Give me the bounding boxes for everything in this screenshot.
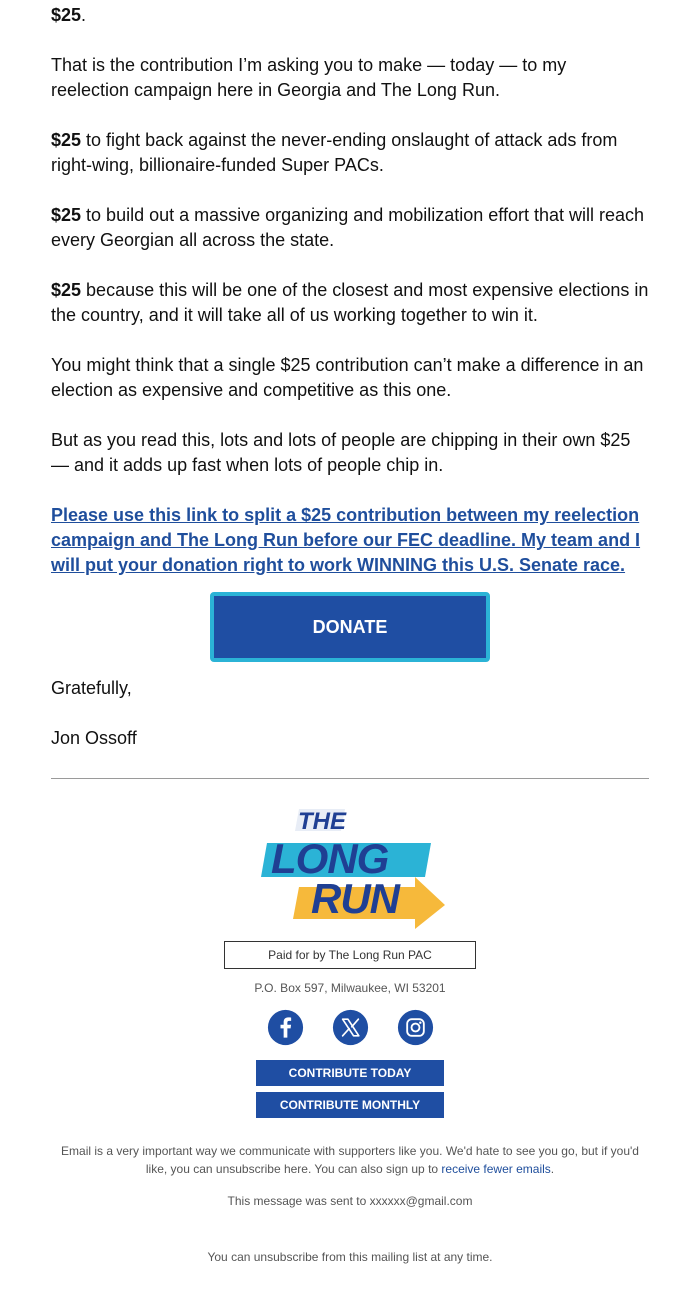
facebook-icon[interactable] <box>267 1009 304 1046</box>
the-long-run-logo <box>255 807 445 931</box>
paragraph-3 <box>51 203 649 253</box>
contribute-today-button[interactable]: CONTRIBUTE TODAY <box>256 1060 444 1086</box>
email-body <box>51 0 649 1264</box>
logo-long: LONG <box>271 835 389 882</box>
divider <box>51 778 649 779</box>
sent-to-line: This message was sent to xxxxxx@gmail.com <box>227 1194 473 1208</box>
unsubscribe-note-text: Email is a very important way we communicate with supporters like you. We'd hate to see you go, but if you'd like, you can unsubscribe here. You can also sign up to <box>61 1144 639 1176</box>
paragraph-3-text: to build out a massive organizing and mobilization effort that will reach every Georgian all across the state. <box>51 205 645 250</box>
intro-amount-bold: $25 <box>51 5 82 25</box>
logo-run: RUN <box>311 875 399 922</box>
intro-amount <box>51 3 649 28</box>
intro-period: . <box>81 5 87 25</box>
paragraph-2 <box>51 128 649 178</box>
paragraph-6: But as you read this, lots and lots of people are chipping in their own $25 — and it adds up fast when lots of people chip in. <box>51 430 631 475</box>
signature: Jon Ossoff <box>51 728 137 748</box>
paid-for-box: Paid for by The Long Run PAC <box>224 941 476 969</box>
contribution-link[interactable]: Please use this link to split a $25 contribution between my reelection campaign and The Long Run before our FEC deadline. My team and I will put your donation right to work WINNING this U.S. Senate race. <box>51 505 641 575</box>
paragraph-3-amount: $25 <box>51 205 82 225</box>
instagram-icon[interactable] <box>397 1009 434 1046</box>
footer <box>51 807 649 1264</box>
x-icon[interactable] <box>332 1009 369 1046</box>
unsubscribe-line: You can unsubscribe from this mailing list at any time. <box>207 1250 493 1264</box>
paragraph-5: You might think that a single $25 contribution can’t make a difference in an election as expensive and competitive as this one. <box>51 355 644 400</box>
unsubscribe-note-end: . <box>550 1162 555 1176</box>
unsubscribe-note <box>51 1142 649 1178</box>
receive-fewer-emails-link[interactable]: receive fewer emails <box>441 1162 551 1176</box>
paragraph-2-text: to fight back against the never-ending onslaught of attack ads from right-wing, billionaire-funded Super PACs. <box>51 130 618 175</box>
paragraph-4-amount: $25 <box>51 280 82 300</box>
paragraph-1: That is the contribution I’m asking you to make — today — to my reelection campaign here in Georgia and The Long Run. <box>51 55 567 100</box>
paragraph-2-amount: $25 <box>51 130 82 150</box>
donate-container <box>51 592 649 662</box>
paragraph-4 <box>51 278 649 328</box>
closing: Gratefully, <box>51 678 132 698</box>
mailing-address: P.O. Box 597, Milwaukee, WI 53201 <box>254 981 446 995</box>
logo-the: THE <box>298 808 346 835</box>
social-links <box>51 1009 649 1046</box>
contribute-monthly-button[interactable]: CONTRIBUTE MONTHLY <box>256 1092 444 1118</box>
donate-button[interactable]: DONATE <box>210 592 490 662</box>
paragraph-4-text: because this will be one of the closest and most expensive elections in the country, and it will take all of us working together to win it. <box>51 280 649 325</box>
